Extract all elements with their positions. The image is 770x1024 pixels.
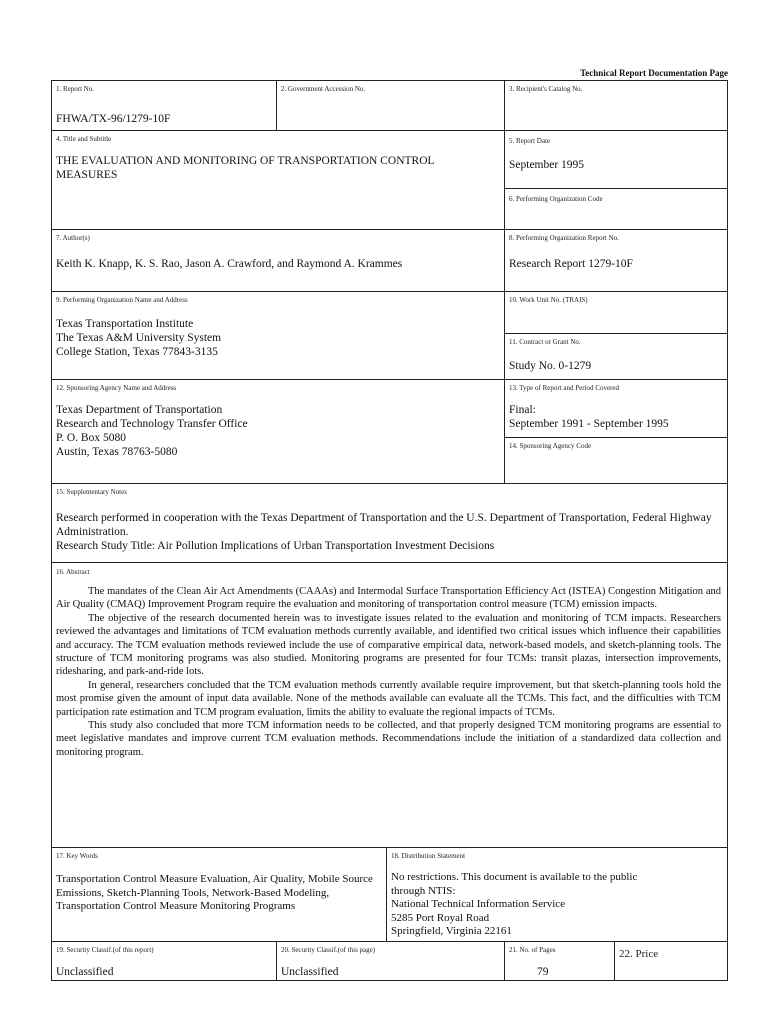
row-performing-org	[51, 291, 728, 379]
abstract-paragraph: This study also concluded that more TCM information needs to be collected, and that properly designed TCM monitoring programs are essential to meet legislative mandates and improve current TCM evaluation methods. Recommendations include the initiation of a standardized data collection and monitoring program.	[56, 720, 721, 758]
label-security-report: 19. Security Classif.(of this report)	[56, 946, 154, 954]
label-contract-no: 11. Contract or Grant No.	[509, 338, 581, 346]
label-org-report-no: 8. Performing Organization Report No.	[509, 234, 619, 242]
value-no-of-pages: 79	[537, 966, 549, 978]
label-sponsoring-agency: 12. Sponsoring Agency Name and Address	[56, 384, 177, 392]
value-key-words: Transportation Control Measure Evaluation, Air Quality, Mobile Source Emissions, Sketch-Planning Tools, Network-Based Modeling, Transportation Control Measure Monitoring Programs	[56, 873, 373, 912]
label-org-code: 6. Performing Organization Code	[509, 195, 603, 203]
distribution-line: National Technical Information Service	[391, 898, 566, 910]
value-title: THE EVALUATION AND MONITORING OF TRANSPORTATION CONTROL MEASURES	[56, 155, 435, 181]
label-performing-org: 9. Performing Organization Name and Address	[56, 296, 188, 304]
field-work-unit-group	[504, 292, 727, 379]
row-report-numbers	[51, 80, 728, 130]
abstract-paragraph: The mandates of the Clean Air Act Amendments (CAAAs) and Intermodal Surface Transportation Efficiency Act (ISTEA) Congestion Mitigation and Air Quality (CMAQ) Improvement Program require the evaluation and monitoring of transportation control measure (TCM) emission impacts.	[56, 586, 721, 611]
label-report-no: 1. Report No.	[56, 85, 95, 93]
label-key-words: 17. Key Words	[56, 852, 98, 860]
abstract-paragraph: In general, researchers concluded that the TCM evaluation methods currently available require improvement, but that sketch-planning tools hold the most promise given the amount of input data available. None of the methods available can evaluate all the TCMs. This fact, and the difficulties with TCM participation rate estimation and TCM program evaluation, limits the ability to evaluate the regional impacts of TCMs.	[56, 679, 721, 718]
abstract-body	[56, 585, 721, 759]
performing-org-line: College Station, Texas 77843-3135	[56, 346, 218, 358]
value-report-date: September 1995	[509, 159, 585, 171]
field-abstract	[52, 563, 727, 847]
label-title: 4. Title and Subtitle	[56, 135, 112, 143]
field-price	[614, 942, 727, 980]
label-work-unit: 10. Work Unit No. (TRAIS)	[509, 296, 588, 304]
field-title	[52, 131, 504, 229]
field-distribution	[386, 848, 727, 941]
label-agency-code: 14. Sponsoring Agency Code	[509, 442, 592, 450]
field-key-words	[52, 848, 386, 941]
distribution-line: Springfield, Virginia 22161	[391, 925, 512, 937]
field-org-report-no	[504, 230, 727, 291]
field-report-type-group	[504, 380, 727, 483]
field-authors	[52, 230, 504, 291]
label-report-type: 13. Type of Report and Period Covered	[509, 384, 619, 392]
distribution-line: 5285 Port Royal Road	[391, 911, 490, 924]
abstract-paragraph: The objective of the research documented herein was to investigate issues related to the evaluation and monitoring of TCM impacts. Researchers reviewed the advantages and limitations of TCM evaluation methods currently available, and identified two critical issues which influence their capabilities and accuracy. The TCM evaluation methods reviewed include the use of comparative empirical data, network-based models, and sketch-planning tools. The structure of TCM monitoring programs was also studied. Monitoring programs are presented for four TCMs: transit plazas, intersection improvements, ridesharing, and park-and-ride lots.	[56, 612, 721, 678]
field-sponsoring-agency	[52, 380, 504, 483]
field-performing-org	[52, 292, 504, 379]
row-classification	[51, 941, 728, 981]
label-distribution: 18. Distribution Statement	[391, 852, 466, 860]
distribution-line: through NTIS:	[391, 884, 456, 897]
value-sponsoring-agency	[56, 403, 500, 459]
row-abstract	[51, 562, 728, 847]
label-supplementary-notes: 15. Supplementary Notes	[56, 488, 127, 496]
label-security-page: 20. Security Classif.(of this page)	[281, 946, 376, 954]
row-sponsoring-agency	[51, 379, 728, 483]
value-security-report: Unclassified	[56, 966, 114, 978]
field-report-date-group	[504, 131, 727, 229]
field-gov-accession	[276, 81, 504, 130]
field-security-page	[276, 942, 504, 980]
row-authors	[51, 229, 728, 291]
page-title: Technical Report Documentation Page	[580, 68, 728, 78]
field-report-no	[52, 81, 276, 130]
field-supplementary-notes	[52, 484, 727, 562]
sponsor-line: Austin, Texas 78763-5080	[56, 446, 178, 458]
label-no-of-pages: 21. No. of Pages	[509, 946, 556, 954]
performing-org-line: The Texas A&M University System	[56, 332, 222, 344]
label-catalog-no: 3. Recipient's Catalog No.	[509, 85, 583, 93]
value-distribution	[391, 871, 723, 939]
value-org-report-no: Research Report 1279-10F	[509, 258, 633, 270]
label-gov-accession: 2. Government Accession No.	[281, 85, 366, 93]
field-no-of-pages	[504, 942, 614, 980]
report-type-line: Final:	[509, 404, 536, 416]
row-keywords-distribution	[51, 847, 728, 941]
value-authors: Keith K. Knapp, K. S. Rao, Jason A. Crawford, and Raymond A. Krammes	[56, 258, 403, 270]
label-authors: 7. Author(s)	[56, 234, 90, 242]
value-contract-no: Study No. 0-1279	[509, 360, 592, 372]
field-agency-code	[505, 437, 727, 484]
field-catalog-no	[504, 81, 727, 130]
report-type-line: September 1991 - September 1995	[509, 418, 669, 430]
documentation-form	[51, 80, 728, 981]
field-security-report	[52, 942, 276, 980]
label-report-date: 5. Report Date	[509, 137, 551, 145]
label-abstract: 16. Abstract	[56, 568, 90, 576]
value-report-type	[509, 403, 723, 437]
sponsor-line: P. O. Box 5080	[56, 432, 126, 444]
performing-org-line: Texas Transportation Institute	[56, 318, 194, 330]
sponsor-line: Texas Department of Transportation	[56, 404, 223, 416]
field-org-code	[505, 188, 727, 227]
value-supplementary-notes	[56, 511, 723, 553]
field-contract-no	[505, 333, 727, 384]
notes-line: Research performed in cooperation with the Texas Department of Transportation and the U.S. Department of Transportation, Federal Highway Administration.	[56, 512, 712, 538]
value-report-no: FHWA/TX-96/1279-10F	[56, 113, 171, 125]
notes-line: Research Study Title: Air Pollution Implications of Urban Transportation Investment Decisions	[56, 540, 495, 552]
label-price: 22. Price	[619, 948, 659, 960]
distribution-line: No restrictions. This document is available to the public	[391, 871, 638, 883]
value-security-page: Unclassified	[281, 966, 339, 978]
row-supplementary-notes	[51, 483, 728, 562]
sponsor-line: Research and Technology Transfer Office	[56, 418, 248, 430]
row-title	[51, 130, 728, 229]
value-performing-org	[56, 317, 500, 359]
